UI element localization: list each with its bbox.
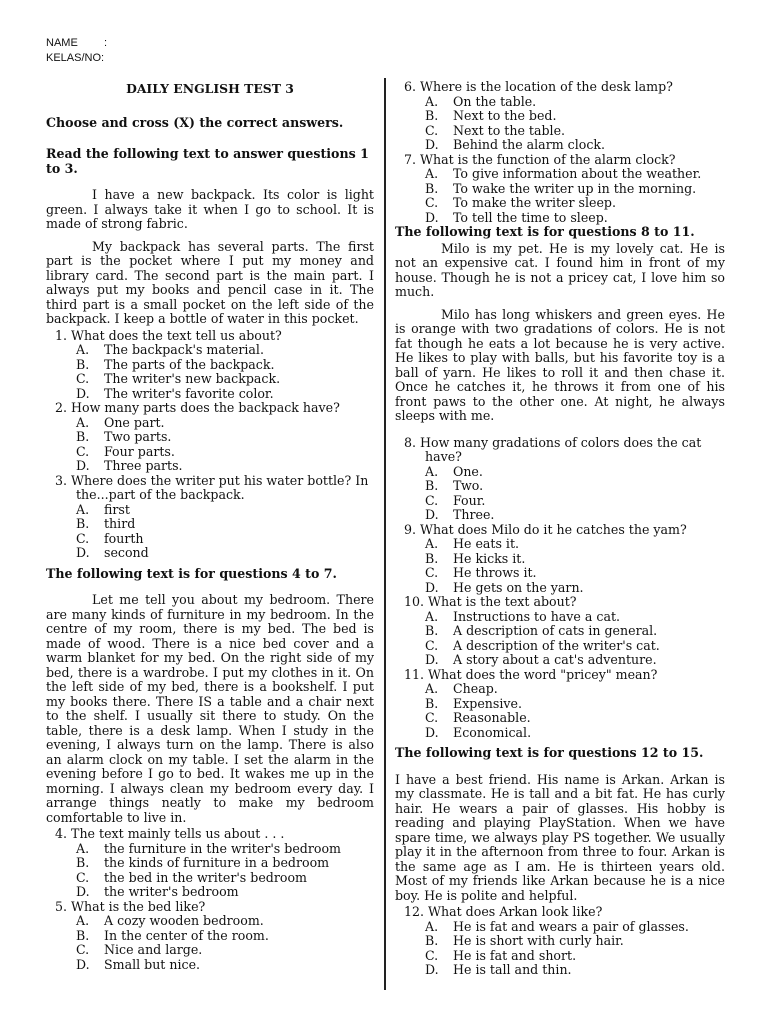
section-title-3: The following text is for questions 8 to 11. [395, 224, 695, 239]
option-text: The backpack's material. [104, 342, 264, 357]
answer-option[interactable] [395, 653, 725, 668]
questions-6-7 [395, 80, 725, 225]
option-letter: D. [425, 652, 439, 667]
answer-option[interactable] [395, 465, 725, 480]
option-text: The writer's favorite color. [104, 385, 274, 401]
option-text: He throws it. [453, 565, 537, 580]
option-text: He is fat and wears a pair of glasses. [453, 918, 689, 934]
option-letter: D. [76, 458, 90, 473]
answer-option[interactable] [395, 624, 725, 639]
option-letter: A. [76, 913, 90, 928]
option-text: Four. [453, 492, 486, 508]
option-letter: B. [76, 927, 90, 943]
option-text: the furniture in the writer's bedroom [104, 840, 341, 856]
option-letter: C. [425, 122, 439, 138]
option-text: Cheap. [453, 681, 498, 696]
option-letter: A. [425, 681, 439, 696]
question-number: 5. [55, 898, 68, 914]
option-letter: B. [76, 429, 90, 444]
answer-option[interactable] [395, 949, 725, 964]
option-text: The parts of the backpack. [104, 356, 275, 372]
option-text: Behind the alarm clock. [453, 137, 606, 152]
section-title-1: Read the following text to answer questions 1 to 3. [46, 146, 369, 176]
question [46, 329, 374, 402]
right-column [395, 80, 725, 978]
option-letter: C. [76, 443, 90, 459]
answer-option[interactable] [46, 517, 374, 532]
question-stem: Where does the writer put his water bottle? In the...part of the backpack. [71, 472, 369, 502]
option-text: He is short with curly hair. [453, 933, 624, 948]
option-text: He eats it. [453, 536, 520, 551]
answer-option[interactable] [395, 508, 725, 523]
questions-12 [395, 905, 725, 978]
kelas-row [46, 51, 107, 66]
option-text: He is tall and thin. [453, 962, 572, 977]
question-text [395, 436, 725, 465]
option-letter: B. [425, 478, 439, 493]
answer-option[interactable] [46, 885, 374, 900]
option-text: Nice and large. [104, 942, 203, 957]
answer-option[interactable] [395, 211, 725, 226]
question-text [46, 474, 374, 503]
option-letter: A. [425, 608, 439, 624]
option-text: third [104, 516, 136, 531]
question-stem: What does Milo do it he catches the yam? [420, 521, 687, 537]
passage-cat [395, 242, 725, 424]
section-title-2: The following text is for questions 4 to 7. [46, 565, 337, 581]
answer-option[interactable] [395, 920, 725, 935]
option-letter: C. [425, 710, 439, 725]
option-text: Next to the table. [453, 122, 566, 138]
instruction: Choose and cross (X) the correct answers. [46, 114, 344, 130]
question-stem: The text mainly tells us about . . . [71, 826, 285, 841]
option-text: fourth [104, 530, 144, 546]
question-text [46, 827, 374, 842]
answer-option[interactable] [395, 109, 725, 124]
question [46, 827, 374, 900]
option-letter: A. [425, 463, 439, 479]
question [395, 153, 725, 226]
question-stem: Where is the location of the desk lamp? [420, 79, 673, 94]
answer-option[interactable] [395, 639, 725, 654]
option-text: Small but nice. [104, 956, 201, 972]
option-letter: D. [425, 962, 439, 977]
answer-option[interactable] [46, 343, 374, 358]
name-label: NAME [46, 37, 78, 49]
answer-option[interactable] [46, 958, 374, 973]
option-text: Three parts. [104, 458, 183, 473]
question-text [46, 401, 374, 416]
option-letter: D. [76, 884, 90, 899]
question-number: 7. [404, 151, 417, 167]
option-letter: C. [425, 637, 439, 653]
option-letter: D. [425, 579, 439, 595]
option-letter: B. [425, 933, 439, 948]
answer-option[interactable] [395, 697, 725, 712]
answer-option[interactable] [46, 871, 374, 886]
option-letter: C. [425, 492, 439, 508]
answer-option[interactable] [395, 494, 725, 509]
question-text [395, 153, 725, 168]
question-text [46, 329, 374, 344]
answer-option[interactable] [46, 532, 374, 547]
option-text: A story about a cat's adventure. [453, 652, 657, 667]
question-number: 3. [55, 472, 68, 488]
answer-option[interactable] [395, 566, 725, 581]
option-letter: A. [76, 414, 90, 430]
question-number: 4. [55, 826, 68, 841]
option-letter: B. [425, 550, 439, 566]
question-number: 11. [404, 666, 425, 682]
test-title: DAILY ENGLISH TEST 3 [126, 81, 294, 96]
option-text: To give information about the weather. [453, 166, 702, 181]
passage-paragraph: Milo is my pet. He is my lovely cat. He is not an expensive cat. I found him in front of my house. Though he is not a pricey cat, I love him so much. [395, 240, 725, 299]
option-letter: C. [425, 947, 439, 963]
option-text: To tell the time to sleep. [453, 209, 608, 225]
option-text: Instructions to have a cat. [453, 608, 621, 624]
question-stem: What is the function of the alarm clock? [420, 151, 676, 167]
questions-8-11 [395, 436, 725, 741]
questions-4-5 [46, 827, 374, 972]
question-text [46, 900, 374, 915]
option-text: On the table. [453, 93, 537, 109]
option-text: In the center of the room. [104, 927, 269, 943]
option-text: Four parts. [104, 443, 175, 459]
option-letter: A. [425, 918, 439, 934]
question-number: 9. [404, 521, 417, 537]
passage-backpack [46, 188, 374, 327]
option-text: A description of cats in general. [453, 623, 658, 638]
option-text: One part. [104, 414, 165, 430]
question-stem: What is the bed like? [71, 898, 206, 914]
option-letter: A. [76, 501, 90, 517]
question-text [395, 523, 725, 538]
option-text: second [104, 545, 149, 560]
option-letter: D. [425, 209, 439, 225]
question-stem: What is the text about? [428, 594, 577, 609]
passage-paragraph: My backpack has several parts. The first part is the pocket where I put my money and library card. The second part is the main part. I always put my books and pencil case in it. The third part is a small pocket on the left side of the backpack. I keep a bottle of water in this pocket. [46, 238, 374, 326]
option-text: A description of the writer's cat. [453, 637, 660, 653]
option-letter: D. [425, 724, 439, 740]
option-text: first [104, 501, 130, 517]
option-letter: C. [76, 869, 90, 885]
option-letter: B. [76, 516, 90, 531]
question [46, 474, 374, 561]
answer-option[interactable] [46, 856, 374, 871]
question-number: 12. [404, 904, 425, 919]
question-stem: What does Arkan look like? [428, 904, 603, 919]
option-letter: D. [76, 956, 90, 972]
answer-option[interactable] [395, 682, 725, 697]
option-text: Expensive. [453, 695, 522, 711]
question-number: 8. [404, 434, 417, 450]
option-letter: A. [76, 840, 90, 856]
option-text: To wake the writer up in the morning. [453, 180, 697, 196]
question-number: 6. [404, 79, 417, 94]
answer-option[interactable] [46, 372, 374, 387]
question-text [395, 668, 725, 683]
question [395, 668, 725, 741]
option-text: the kinds of furniture in a bedroom [104, 855, 330, 870]
answer-option[interactable] [395, 610, 725, 625]
option-letter: C. [76, 530, 90, 546]
answer-option[interactable] [46, 445, 374, 460]
option-letter: B. [425, 695, 439, 711]
question-number: 10. [404, 594, 425, 609]
option-text: One. [453, 463, 483, 479]
question-text [395, 595, 725, 610]
questions-1-3 [46, 329, 374, 561]
question [46, 900, 374, 973]
option-text: Economical. [453, 724, 532, 740]
option-letter: D. [76, 385, 90, 401]
option-text: Two. [453, 478, 484, 493]
question-text [395, 80, 725, 95]
answer-option[interactable] [46, 387, 374, 402]
option-letter: D. [425, 507, 439, 522]
student-info [46, 36, 107, 66]
answer-option[interactable] [46, 430, 374, 445]
question [395, 905, 725, 978]
question-stem: What does the word "pricey" mean? [428, 666, 658, 682]
option-letter: A. [76, 342, 90, 357]
kelas-label: KELAS/NO: [46, 52, 105, 64]
passage-friend: I have a best friend. His name is Arkan. Arkan is my classmate. He is tall and a bit fat. He has curly hair. He wears a pair of glasses. His hobby is reading and playing PlayStation. When we have spare time, we always play PS together. We usually play it in the afternoon from three to four. Arkan is the same age as I am. He is thirteen years old. Most of my friends like Arkan because he is a nice boy. He is polite and helpful. [395, 771, 725, 903]
question [46, 401, 374, 474]
answer-option[interactable] [395, 95, 725, 110]
question-number: 2. [55, 400, 68, 415]
option-text: The writer's new backpack. [104, 371, 281, 386]
option-letter: B. [76, 855, 90, 870]
passage-bedroom: Let me tell you about my bedroom. There are many kinds of furniture in my bedroom. In the centre of my room, there is my bed. The bed is made of wood. There is a nice bed cover and a warm blanket for my bed. On the right side of my bed, there is a wardrobe. I put my clothes in it. On the left side of my bed, there is a bookshelf. I put my books there. There IS a table and a chair next to the shelf. I usually sit there to study. On the table, there is a desk lamp. When I study in the evening, I always turn on the lamp. There is also an alarm clock on my table. I set the alarm in the evening before I go to bed. It wakes me up in the morning. I always clean my bedroom every day. I arrange things neatly to make my bedroom comfortable to live in. [46, 592, 374, 825]
answer-option[interactable] [46, 943, 374, 958]
answer-option[interactable] [395, 581, 725, 596]
option-letter: D. [425, 137, 439, 152]
option-letter: D. [76, 545, 90, 560]
option-text: Next to the bed. [453, 108, 557, 123]
answer-option[interactable] [395, 167, 725, 182]
question [395, 595, 725, 668]
option-letter: C. [76, 942, 90, 957]
question-number: 1. [55, 327, 68, 343]
answer-option[interactable] [46, 842, 374, 857]
option-letter: B. [76, 356, 90, 372]
answer-option[interactable] [395, 479, 725, 494]
option-letter: A. [425, 93, 439, 109]
question [395, 523, 725, 596]
name-row [46, 36, 107, 51]
answer-option[interactable] [395, 552, 725, 567]
answer-option[interactable] [46, 503, 374, 518]
option-letter: C. [425, 565, 439, 580]
question-stem: How many parts does the backpack have? [71, 400, 340, 415]
option-letter: A. [425, 536, 439, 551]
answer-option[interactable] [395, 537, 725, 552]
column-divider [384, 78, 386, 990]
option-text: He gets on the yarn. [453, 579, 584, 595]
question [395, 436, 725, 523]
option-text: the writer's bedroom [104, 884, 239, 899]
option-text: He is fat and short. [453, 947, 577, 963]
answer-option[interactable] [395, 711, 725, 726]
question [395, 80, 725, 153]
option-letter: B. [425, 108, 439, 123]
answer-option[interactable] [395, 726, 725, 741]
option-letter: A. [425, 166, 439, 181]
answer-option[interactable] [395, 138, 725, 153]
option-text: the bed in the writer's bedroom [104, 869, 307, 885]
option-text: Two parts. [104, 429, 172, 444]
option-text: Reasonable. [453, 710, 531, 725]
answer-option[interactable] [395, 182, 725, 197]
option-text: He kicks it. [453, 550, 526, 566]
answer-option[interactable] [46, 546, 374, 561]
option-text: To make the writer sleep. [453, 195, 616, 210]
question-text [395, 905, 725, 920]
answer-option[interactable] [395, 963, 725, 978]
answer-option[interactable] [395, 196, 725, 211]
option-letter: C. [76, 371, 90, 386]
passage-paragraph: Milo has long whiskers and green eyes. He is orange with two gradations of colors. He is not fat though he eats a lot because he is very active. He likes to play with balls, but his favorite toy is a ball of yarn. He likes to roll it and then chase it. Once he catches it, he throws it from one of his front paws to the other one. At night, he always sleeps with me. [395, 306, 725, 423]
answer-option[interactable] [46, 459, 374, 474]
left-column [46, 80, 374, 972]
answer-option[interactable] [46, 929, 374, 944]
answer-option[interactable] [46, 914, 374, 929]
passage-paragraph: I have a new backpack. Its color is light green. I always take it when I go to school. It is made of strong fabric. [46, 187, 374, 231]
option-letter: C. [425, 195, 439, 210]
answer-option[interactable] [46, 358, 374, 373]
option-letter: B. [425, 623, 439, 638]
question-stem: What does the text tell us about? [71, 327, 282, 343]
option-text: A cozy wooden bedroom. [104, 913, 264, 928]
option-text: Three. [453, 507, 495, 522]
answer-option[interactable] [395, 124, 725, 139]
answer-option[interactable] [395, 934, 725, 949]
option-letter: B. [425, 180, 439, 196]
name-colon: : [104, 37, 108, 49]
answer-option[interactable] [46, 416, 374, 431]
section-title-4: The following text is for questions 12 to 15. [395, 745, 704, 760]
question-stem: How many gradations of colors does the cat have? [420, 434, 702, 464]
